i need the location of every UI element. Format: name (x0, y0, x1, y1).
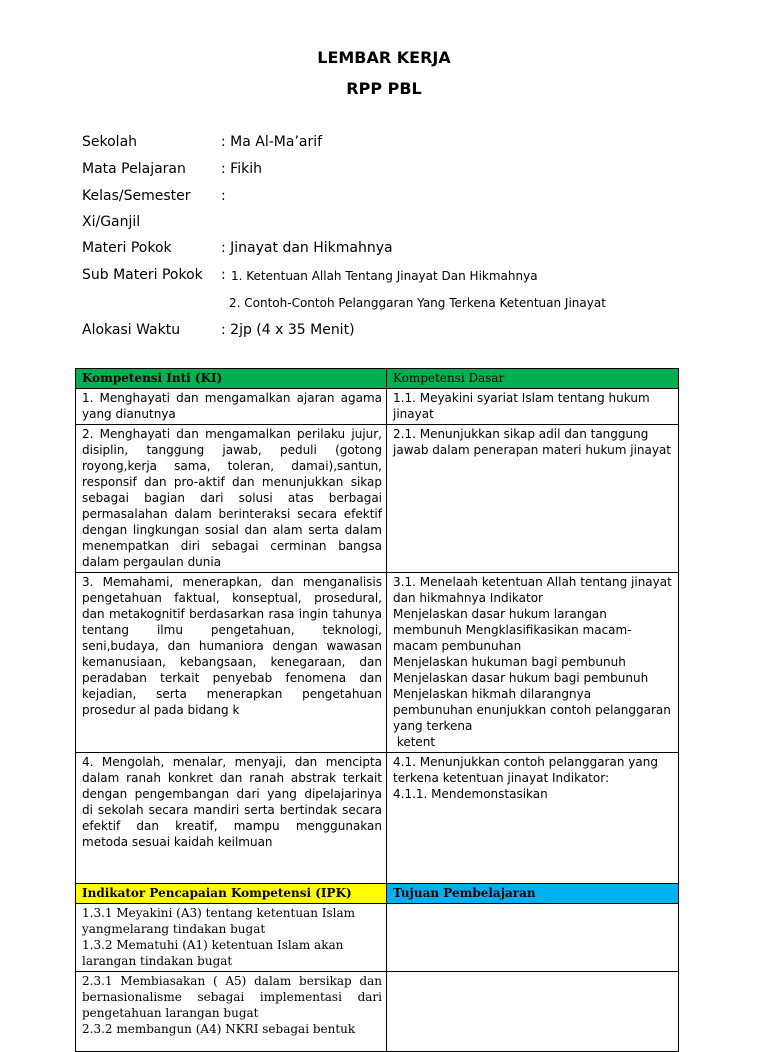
sub-materi-item-1: 1. Ketentuan Allah Tentang Jinayat Dan Hikmahnya (231, 269, 538, 283)
table-row (76, 904, 679, 972)
table-row (76, 573, 679, 753)
kd-cell (387, 425, 679, 573)
kd-line: 4.1.1. Mendemonstasikan (393, 787, 548, 801)
kd-header: Kompetensi Dasar (387, 369, 679, 389)
kd-cell (387, 389, 679, 425)
kd-line: 4.1. Menunjukkan contoh pelanggaran yang terkena ketentuan jinayat Indikator: (393, 755, 658, 785)
table-row (76, 753, 679, 884)
kd-line: 2.1. Menunjukkan sikap adil dan tanggung jawab dalam penerapan materi hukum jinayat (393, 427, 672, 457)
sub-materi-label: Sub Materi Pokok (82, 267, 203, 283)
alokasi-label: Alokasi Waktu (82, 322, 181, 338)
kd-line: Menjelaskan dasar hukum bagi pembunuh (393, 671, 649, 685)
sub-materi-item-2: 2. Contoh-Contoh Pelanggaran Yang Terkena Ketentuan Jinayat (229, 296, 606, 310)
ki-cell: 4. Mengolah, menalar, menyaji, dan mencipta dalam ranah konkret dan ranah abstrak terkait dengan pengembangan dari yang dipelajarinya di sekolah secara mandiri serta bertindak secara efektif dan kreatif, mampu menggunakan metoda sesuai kaidah keilmuan (76, 753, 387, 884)
alokasi-value: : 2jp (4 x 35 Menit) (221, 322, 355, 338)
ipk-header: Indikator Pencapaian Kompetensi (IPK) (76, 884, 387, 904)
mapel-label: Mata Pelajaran (82, 161, 186, 177)
document-title: LEMBAR KERJA (317, 48, 451, 67)
materi-value: : Jinayat dan Hikmahnya (221, 240, 393, 256)
kd-line: 1.1. Meyakini syariat Islam tentang hukum jinayat (393, 391, 650, 421)
kd-line: ketent (393, 735, 436, 749)
ipk-cell (76, 904, 387, 972)
sub-materi-colon: : (221, 267, 226, 283)
materi-label: Materi Pokok (82, 240, 172, 256)
table-row (76, 972, 679, 1052)
ipk-line: 2.3.2 membangun (A4) NKRI sebagai bentuk (82, 1022, 356, 1036)
kd-cell (387, 753, 679, 884)
ki-cell: 3. Memahami, menerapkan, dan menganalisis pengetahuan faktual, konseptual, prosedural, dan metakognitif berdasarkan rasa ingin tahunya tentang ilmu pengetahuan, teknologi, seni,budaya, dan humaniora dengan wawasan kemanusiaan, kebangsaan, kenegaraan, dan peradaban terkait penyebab fenomena dan kejadian, serta menerapkan pengetahuan prosedur al pada bidang k (76, 573, 387, 753)
mapel-value: : Fikih (221, 161, 262, 177)
kelas-colon: : (221, 188, 226, 204)
ipk-line: 1.3.1 Meyakini (A3) tentang ketentuan Islam yangmelarang tindakan bugat (82, 906, 356, 936)
tujuan-cell (387, 972, 679, 1052)
ipk-line: 1.3.2 Mematuhi (A1) ketentuan Islam akan larangan tindakan bugat (82, 938, 344, 968)
kelas-value: Xi/Ganjil (82, 214, 141, 230)
kd-line: Menjelaskan dasar hukum larangan membunuh Mengklasifikasikan macam-macam pembunuhan (393, 607, 632, 653)
table-row (76, 389, 679, 425)
document-subtitle: RPP PBL (346, 79, 422, 98)
ki-cell: 2. Menghayati dan mengamalkan perilaku jujur, disiplin, tanggung jawab, peduli (gotong royong,kerja sama, toleran, damai),santun, responsif dan pro-aktif dan menunjukkan sikap sebagai bagian dari solusi atas berbagai permasalahan dalam berinteraksi secara efektif dengan lingkungan sosial dan alam serta dalam menempatkan diri sebagai cerminan bangsa dalam pergaulan dunia (76, 425, 387, 573)
kd-cell (387, 573, 679, 753)
kelas-label: Kelas/Semester (82, 188, 191, 204)
ki-kd-table (75, 368, 679, 1052)
sekolah-label: Sekolah (82, 134, 138, 150)
ki-cell: 1. Menghayati dan mengamalkan ajaran agama yang dianutnya (76, 389, 387, 425)
ki-header: Kompetensi Inti (KI) (76, 369, 387, 389)
table-row (76, 425, 679, 573)
kd-line: Menjelaskan hukuman bagi pembunuh (393, 655, 626, 669)
kd-line: 3.1. Menelaah ketentuan Allah tentang jinayat dan hikmahnya Indikator (393, 575, 672, 605)
kd-line: Menjelaskan hikmah dilarangnya pembunuhan enunjukkan contoh pelanggaran yang terkena (393, 687, 671, 733)
tujuan-cell (387, 904, 679, 972)
tujuan-header: Tujuan Pembelajaran (387, 884, 679, 904)
sekolah-value: : Ma Al-Ma’arif (221, 134, 323, 150)
ipk-line: 2.3.1 Membiasakan ( A5) dalam bersikap dan bernasionalisme sebagai implementasi dari pengetahuan larangan bugat (82, 974, 382, 1020)
ipk-cell (76, 972, 387, 1052)
